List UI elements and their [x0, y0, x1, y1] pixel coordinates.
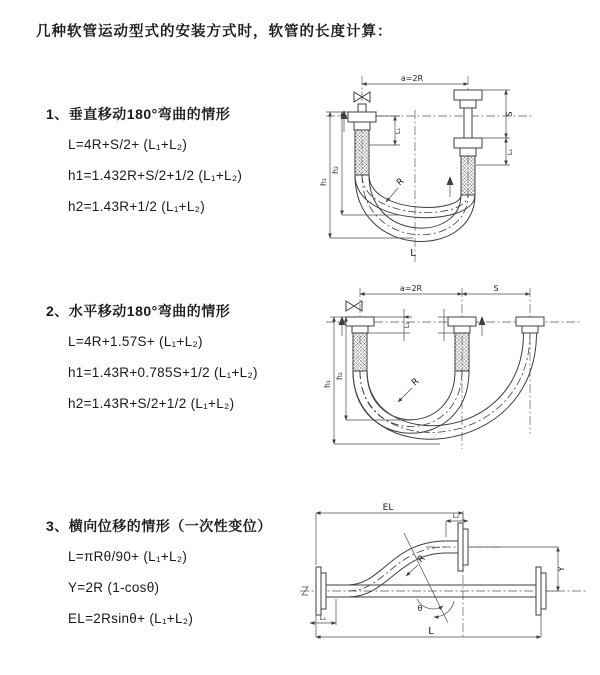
middle-pipe-fitting	[448, 317, 476, 371]
dimension-radius	[386, 177, 406, 202]
formula-length: L=πRθ/90+ (L₁+L₂)	[68, 549, 188, 564]
formula-h2: h2=1.43R+1/2 (L₁+L₂)	[68, 199, 206, 214]
dim-label-l1: L₁	[394, 127, 402, 135]
dimension-l	[316, 615, 541, 637]
dimension-el	[316, 503, 463, 565]
formula-h2: h2=1.43R+S/2+1/2 (L₁+L₂)	[68, 396, 235, 411]
dim-label-r: R	[410, 376, 422, 389]
diagram-lateral-displacement	[296, 503, 596, 643]
section-1-heading: 1、垂直移动180°弯曲的情形	[46, 106, 231, 122]
hose-s-curve	[348, 523, 468, 597]
right-pipe-fitting	[454, 90, 482, 195]
dimension-h2	[335, 317, 412, 420]
dim-label-l1: L₁	[319, 614, 327, 622]
dim-label-theta: θ	[417, 604, 423, 613]
section-3-heading: 3、横向位移的情形（一次性变位）	[46, 518, 272, 534]
left-pipe-fitting	[346, 317, 374, 371]
dimension-radius	[398, 377, 421, 402]
dim-label-l: L	[410, 248, 416, 259]
dim-label-h1: h₁	[323, 380, 332, 388]
hose-u-bend	[353, 333, 537, 439]
dim-label-a2r: a=2R	[400, 74, 424, 83]
dim-label-l2: L₂	[506, 148, 514, 156]
dim-label-l1: L₁	[403, 321, 411, 329]
dim-label-h1: h₁	[319, 178, 328, 186]
dim-label-r: R	[416, 553, 428, 566]
formula-h1: h1=1.432R+S/2+1/2 (L₁+L₂)	[68, 168, 243, 183]
dim-label-h2: h₂	[331, 166, 340, 174]
dim-label-r: R	[395, 176, 407, 189]
dimension-s	[462, 284, 530, 294]
page-title: 几种软管运动型式的安装方式时，软管的长度计算：	[36, 24, 393, 40]
section-2-heading: 2、水平移动180°弯曲的情形	[46, 303, 231, 319]
dimension-y	[468, 547, 566, 591]
dim-label-a2r: a=2R	[399, 284, 423, 293]
left-pipe-fitting	[348, 104, 376, 175]
dim-label-l2: L₂	[452, 512, 460, 520]
formula-length: L=4R+1.57S+ (L₁+L₂)	[68, 334, 203, 349]
dim-label-s: S	[505, 111, 514, 117]
dim-label-h2: h₂	[335, 372, 344, 380]
formula-length: L=4R+S/2+ (L₁+L₂)	[68, 137, 188, 152]
dimension-a2r	[362, 74, 468, 84]
valve-icon	[346, 301, 362, 311]
formula-h1: h1=1.43R+0.785S+1/2 (L₁+L₂)	[68, 365, 258, 380]
dim-label-el: EL	[382, 503, 394, 513]
dim-label-y: Y	[557, 566, 566, 572]
angle-theta	[404, 533, 454, 623]
diagram-vertical-180-bend	[300, 70, 548, 266]
right-pipe-fitting	[516, 317, 544, 333]
diagram-horizontal-180-bend	[312, 284, 600, 459]
formula-y: Y=2R (1-cosθ)	[68, 580, 160, 595]
dim-label-l: L	[428, 626, 434, 637]
dimension-a2r	[360, 284, 462, 294]
dim-label-s: S	[493, 284, 499, 293]
dimension-l1	[368, 309, 412, 341]
dimension-s	[482, 90, 514, 138]
formula-el: EL=2Rsinθ+ (L₁+L₂)	[68, 611, 194, 626]
section-horizontal-movement	[46, 301, 346, 425]
